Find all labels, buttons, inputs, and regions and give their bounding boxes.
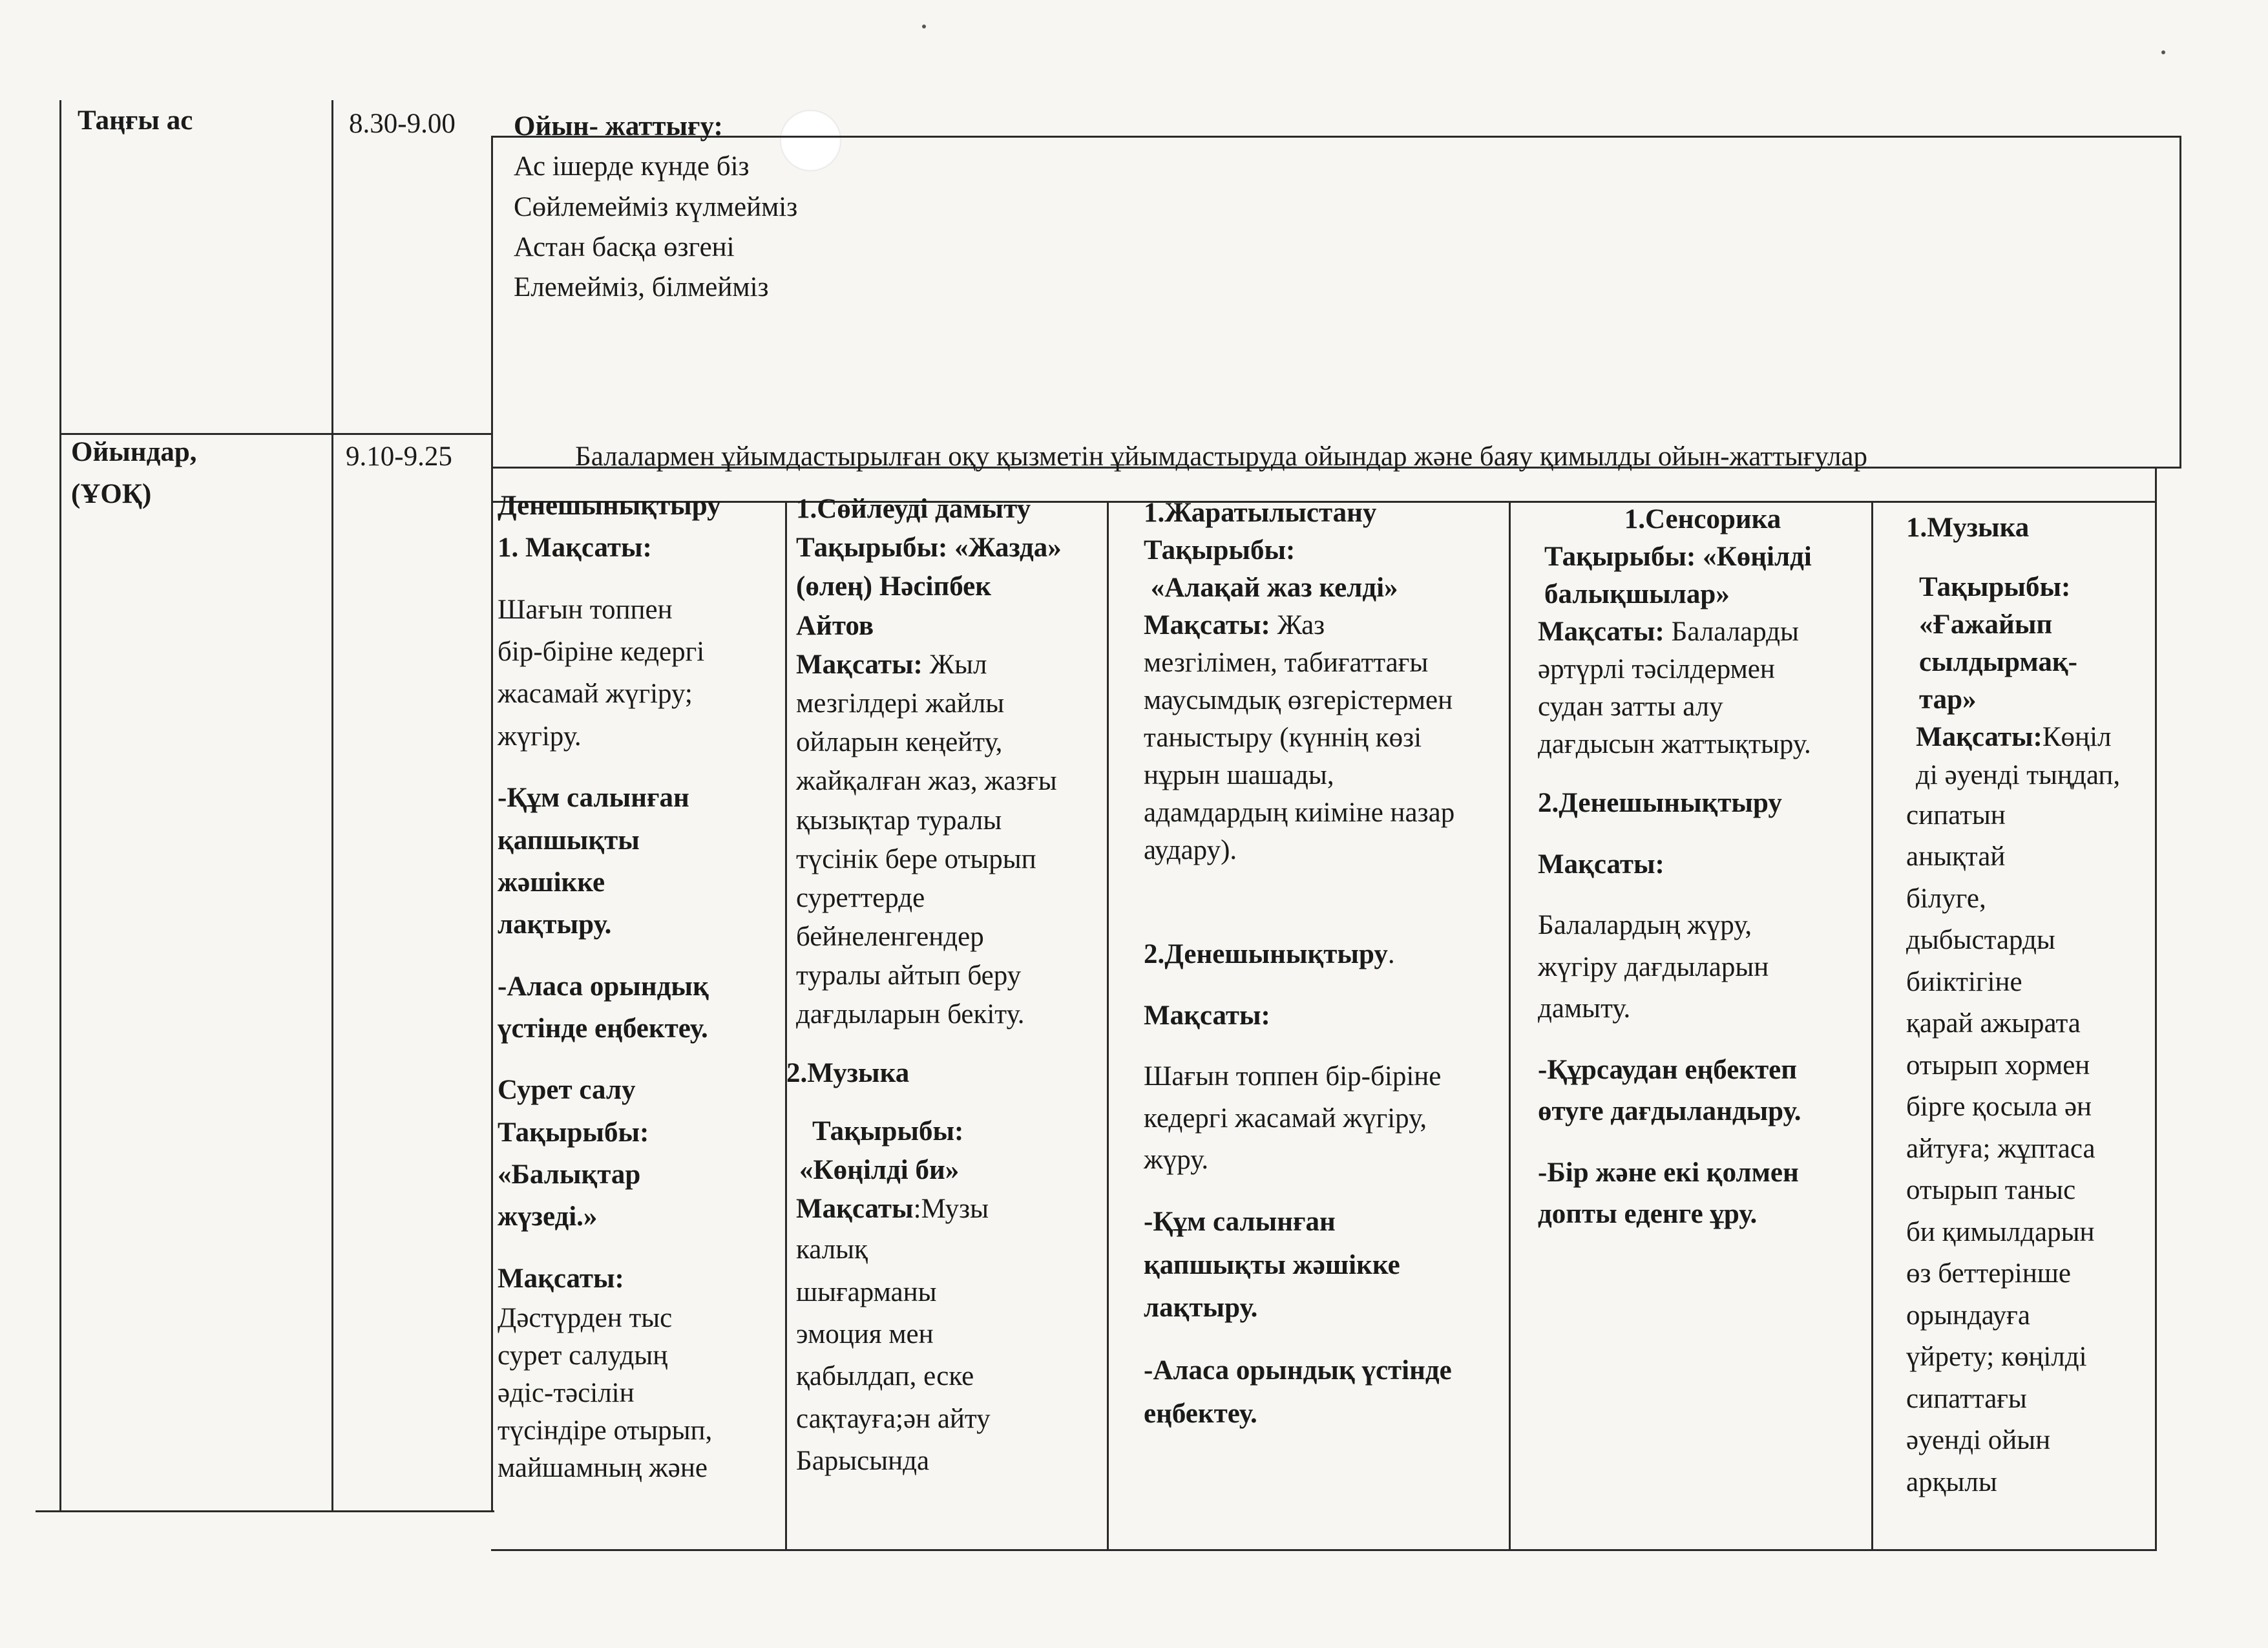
subject-line: Тақырыбы: [1919, 571, 2071, 602]
text-line: орындауға [1906, 1300, 2030, 1331]
goal-label: Мақсаты [796, 1194, 914, 1225]
exercise-line: өтуге дағдыландыру. [1538, 1096, 1801, 1127]
exercise-line: еңбектеу. [1144, 1398, 1257, 1429]
text-line: ді әуенді тыңдап, [1916, 759, 2121, 790]
text-line: сипатын [1906, 799, 2006, 830]
text-line: туралы айтып беру [796, 960, 1022, 991]
text-line: биіктігіне [1906, 966, 2022, 997]
text-line: маусымдық өзгерістермен [1144, 685, 1453, 716]
text-line: жүгіру. [498, 721, 582, 752]
goal-label: Мақсаты: [1538, 849, 1664, 880]
scan-speck [922, 25, 926, 28]
text-line: Шағын топпен бір-біріне [1144, 1061, 1442, 1092]
exercise-line: үстінде еңбектеу. [498, 1013, 708, 1044]
text-line: жасамай жүгіру; [498, 679, 693, 710]
text-line: дыбыстарды [1906, 925, 2055, 956]
subject-line: тар» [1919, 684, 1977, 715]
text-line: өз беттерінше [1906, 1258, 2071, 1289]
text-line: үйрету; көңілді [1906, 1342, 2087, 1373]
breakfast-heading: Ойын- жаттығу: [514, 111, 723, 142]
scan-speck [2161, 50, 2165, 54]
subject-line: Тақырыбы: «Көңілді [1544, 542, 1812, 573]
text-line: білуге, [1906, 883, 1986, 914]
goal-label: Мақсаты: [498, 1263, 624, 1294]
poem-line: Астан басқа өзгені [514, 232, 735, 263]
subject-line: Тақырыбы: [1144, 535, 1296, 566]
exercise-line: қапшықты жәшікке [1144, 1249, 1400, 1280]
column-speech [786, 490, 1106, 1483]
goal-label: 1. Мақсаты: [498, 533, 652, 564]
text-line: түсінік бере отырып [796, 843, 1036, 874]
exercise-line: -Құм салынған [1144, 1206, 1336, 1237]
exercise-line: қапшықты [498, 825, 640, 856]
text-line: жүгіру дағдыларын [1538, 951, 1769, 982]
goal-label: Мақсаты: [1538, 617, 1664, 648]
exercise-line: -Құрсаудан еңбектеп [1538, 1054, 1798, 1085]
col-heading: 1.Жаратылыстану [1144, 498, 1377, 528]
subject-line: Тақырыбы: [498, 1117, 649, 1148]
goal-text: Балаларды [1664, 617, 1799, 648]
text-line: Дәстүрден тыс [498, 1303, 673, 1334]
text-line: әдіс-тәсілін [498, 1378, 635, 1409]
exercise-line: -Аласа орындық [498, 971, 709, 1002]
poem-line: Ас ішерде күнде біз [514, 151, 750, 182]
text-line: бірге қосыла ән [1906, 1092, 2092, 1123]
text-line: аудару). [1144, 835, 1237, 866]
column-nature [1144, 494, 1506, 1435]
text-line: Балалардың жүру, [1538, 910, 1752, 941]
column-pe [498, 485, 782, 1487]
subject-line: (өлең) Нәсіпбек [796, 571, 992, 602]
text-line: Шағын топпен [498, 594, 673, 625]
goal-label: Мақсаты: [1144, 1000, 1270, 1031]
col-heading: 2.Денешынықтыру [1144, 939, 1388, 970]
text-line: арқылы [1906, 1466, 1997, 1497]
subject-line: Тақырыбы: «Жазда» [796, 533, 1062, 564]
text-line: түсіндіре отырып, [498, 1415, 713, 1446]
text-line: калық [796, 1234, 868, 1265]
subject-line: «Алақай жаз келді» [1144, 573, 1398, 604]
text-line: дағдысын жаттықтыру. [1538, 729, 1811, 760]
subject-line: Сурет салу [498, 1075, 636, 1106]
text-line: би қимылдарын [1906, 1216, 2095, 1247]
text-line: ойларын кеңейту, [796, 727, 1003, 758]
text-line: судан затты алу [1538, 692, 1723, 723]
goal-label: Мақсаты: [1144, 610, 1270, 641]
row-label-games [71, 432, 197, 515]
heading-dot: . [1387, 939, 1395, 970]
exercise-line: -Аласа орындық үстінде [1144, 1355, 1452, 1386]
text-line: сақтауға;ән айту [796, 1403, 991, 1434]
text-line: дамыту. [1538, 993, 1631, 1024]
text-line: сурет салудың [498, 1340, 668, 1371]
label-line: Ойындар, [71, 437, 197, 467]
text-line: қабылдап, еске [796, 1361, 974, 1392]
goal-text: :Музы [913, 1194, 989, 1225]
poem-line: Сөйлемейміз күлмейміз [514, 191, 798, 222]
text-line: әуенді ойын [1906, 1425, 2051, 1456]
text-line: майшамның және [498, 1453, 708, 1484]
subject-line: жүзеді.» [498, 1201, 598, 1232]
text-line: қарай ажырата [1906, 1008, 2081, 1039]
text-line: таныстыру (күннің көзі [1144, 723, 1422, 754]
subject-line: балықшылар» [1544, 579, 1730, 610]
games-header: Балалармен ұйымдастырылған оқу қызметін ұйымдастыруда ойындар және баяу қимылды ойын-жаттығулар [575, 441, 1868, 472]
text-line: бір-біріне кедергі [498, 637, 705, 668]
text-line: мезгілімен, табиғаттағы [1144, 648, 1429, 679]
text-line: мезгілдері жайлы [796, 688, 1005, 719]
col-heading: 2.Музыка [786, 1057, 910, 1088]
subject-line: «Көңілді би» [799, 1155, 960, 1185]
subject-line: «Ғажайып [1919, 609, 2053, 640]
column-sensory [1538, 501, 1867, 1236]
text-line: бейнеленгендер [796, 922, 984, 953]
exercise-line: -Бір және екі қолмен [1538, 1157, 1799, 1188]
subject-line: Айтов [796, 610, 874, 641]
text-line: айтуға; жұптаса [1906, 1133, 2095, 1164]
text-line: сипаттағы [1906, 1383, 2027, 1414]
label-line: (ҰОҚ) [71, 478, 152, 509]
col-heading: Денешынықтыру [498, 491, 721, 521]
col-heading: 1.Музыка [1906, 512, 2030, 543]
text-line: әртүрлі тәсілдермен [1538, 654, 1775, 685]
text-line: жайқалған жаз, жазғы [796, 766, 1057, 797]
exercise-line: лақтыру. [498, 909, 612, 940]
text-line: отырып таныс [1906, 1175, 2076, 1206]
exercise-line: жәшікке [498, 867, 605, 898]
subject-line: «Балықтар [498, 1159, 641, 1190]
text-line: Барысында [796, 1446, 930, 1477]
goal-label: Мақсаты: [1916, 721, 2042, 752]
text-line: жүру. [1144, 1145, 1209, 1176]
col-heading: 1.Сөйлеуді дамыту [796, 494, 1031, 524]
exercise-line: лақтыру. [1144, 1293, 1258, 1324]
col-heading: 1.Сенсорика [1624, 504, 1781, 534]
text-line: кедергі жасамай жүгіру, [1144, 1103, 1427, 1134]
col-heading: 2.Денешынықтыру [1538, 788, 1782, 819]
goal-text: Көңіл [2042, 721, 2112, 752]
column-music [1906, 507, 2155, 1503]
text-line: суреттерде [796, 882, 925, 913]
goal-label: Мақсаты: [796, 649, 923, 680]
subject-line: сылдырмақ- [1919, 646, 2077, 677]
text-line: адамдардың киіміне назар [1144, 798, 1455, 829]
row-label-breakfast: Таңғы ас [78, 105, 193, 136]
text-line: дағдыларын бекіту. [796, 999, 1025, 1030]
exercise-line: допты еденге ұру. [1538, 1199, 1758, 1230]
row-time-breakfast: 8.30-9.00 [349, 109, 456, 139]
goal-text: Жыл [922, 649, 987, 680]
text-line: қызықтар туралы [796, 805, 1002, 836]
row-time-games: 9.10-9.25 [346, 441, 452, 472]
text-line: нұрын шашады, [1144, 760, 1334, 791]
subject-line: Тақырыбы: [812, 1115, 964, 1146]
exercise-line: -Құм салынған [498, 783, 689, 814]
text-line: отырып хормен [1906, 1050, 2090, 1081]
goal-text: Жаз [1270, 610, 1325, 641]
text-line: шығарманы [796, 1276, 937, 1307]
text-line: эмоция мен [796, 1319, 934, 1350]
breakfast-content [514, 107, 797, 308]
text-line: анықтай [1906, 841, 2006, 872]
poem-line: Елемейміз, білмейміз [514, 272, 769, 303]
